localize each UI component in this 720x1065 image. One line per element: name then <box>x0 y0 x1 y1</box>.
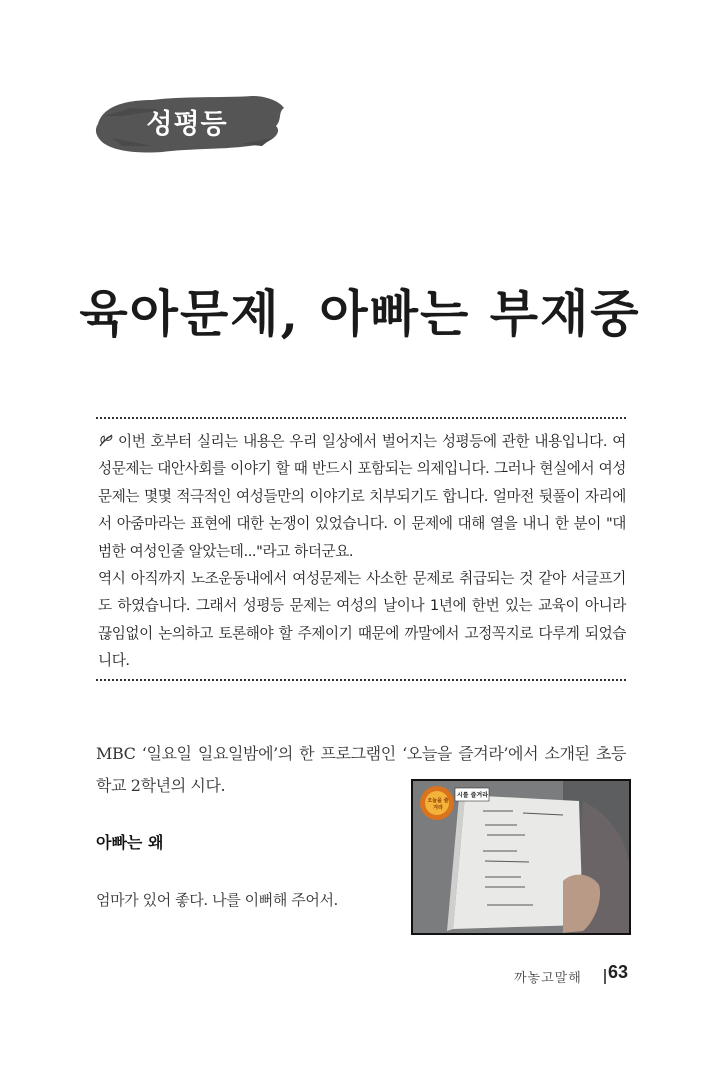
caption-badge: 시를 즐겨라 <box>456 792 489 799</box>
body-paragraph: MBC ‘일요일 일요일밤에’의 한 프로그램인 ‘오늘을 즐겨라’에서 소개된 초등학교 2학년의 시다. <box>96 744 626 795</box>
poem-title: 아빠는 왜 <box>96 833 164 852</box>
tv-screenshot-photo <box>411 779 631 935</box>
tv-logo: 오늘을 즐겨라 <box>427 798 449 811</box>
article-title: 육아문제, 아빠는 부재중 <box>79 284 641 343</box>
footer-divider <box>604 969 606 984</box>
section-label: 성평등 <box>146 109 228 140</box>
publication-name: 까놓고말해 <box>514 971 582 986</box>
intro-paragraph-2: 역시 아직까지 노조운동내에서 여성문제는 사소한 문제로 취급되는 것 같아 서글프기도 하였습니다. 그래서 성평등 문제는 여성의 날이나 1년에 한번 있는 교육이 아니라 끊임없이 논의하고 토론해야 할 주제이기 때문에 까말에서 고정꼭지로 다루게 되었습니다. <box>98 570 626 670</box>
intro-bottom-divider <box>96 679 626 681</box>
page-number: 63 <box>608 962 629 982</box>
poem-line: 엄마가 있어 좋다. 나를 이뻐해 주어서. <box>96 891 338 909</box>
leaf-icon <box>98 429 114 443</box>
intro-paragraph-1-text: 이번 호부터 실리는 내용은 우리 일상에서 벌어지는 성평등에 관한 내용입니다. 여성문제는 대안사회를 이야기 할 때 반드시 포함되는 의제입니다. 그러나 현실에서 여성문제는 몇몇 적극적인 여성들만의 이야기로 치부되기도 합니다. 얼마전 뒷풀이 자리에서 아줌마라는 표현에 대한 논쟁이 있었습니다. 이 문제에 대해 열을 내니 한 분이 "대범한 여성인줄 알았는데..."라고 하더군요. <box>98 433 626 560</box>
intro-paragraph-1 <box>98 428 626 565</box>
intro-box <box>98 428 626 675</box>
intro-top-divider <box>96 417 626 419</box>
